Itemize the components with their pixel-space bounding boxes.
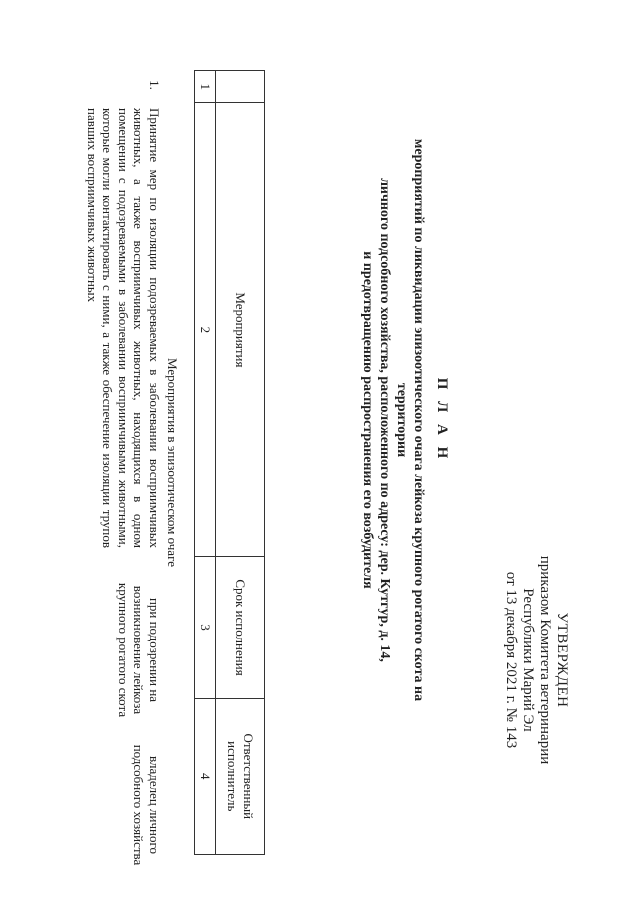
header-responsible: Ответственный исполнитель [216,698,265,854]
approval-title: УТВЕРЖДЕН [554,612,570,708]
header-number [216,71,265,103]
column-number: 4 [195,698,216,854]
header-term: Срок исполнения [216,557,265,698]
approval-line-2: Республики Марий Эл [520,588,536,732]
plan-table [194,70,265,855]
approval-stamp [502,520,570,800]
section-title: Мероприятия в эпизоотическом очаге [165,357,180,567]
document-subtitle-line-1: мероприятий по ликвидации эпизоотического очага лейкоза крупного рогатого скота на территории [394,138,426,702]
row-term-text: при подозрении на возникновение лейкоза крупного рогатого скота [116,582,162,718]
document-subtitle-line-3: и предотвращению распространения его возбудителя [360,251,375,589]
row-measure-text: Принятие мер по изоляции подозреваемых в заболевании восприимчивых животных, а также восприимчивых животных, находящихся в одном помещении с подозреваемыми в заболевании восприимчивыми животными, которые могли контактировать с ними, а также обеспечение изоляции трупов павших восприимчивых животных [85,108,162,548]
column-number: 3 [195,557,216,698]
table-header-row [216,71,265,855]
column-number-row [195,71,216,855]
row-number: 1. [147,80,162,90]
column-number: 1 [195,71,216,103]
document-subtitle-line-2: личного подсобного хозяйства, расположенного по адресу: дер. Кутгур, д. 14, [377,178,392,662]
header-measures: Мероприятия [216,103,265,557]
document-heading: П Л А Н [434,377,450,463]
approval-line-3: от 13 декабря 2021 г. № 143 [503,571,519,749]
row-responsible-text: владелец личного подсобного хозяйства [131,744,162,866]
approval-line-1: приказом Комитета ветеринарии [537,555,553,765]
column-number: 2 [195,103,216,557]
document-title-block [359,110,450,730]
